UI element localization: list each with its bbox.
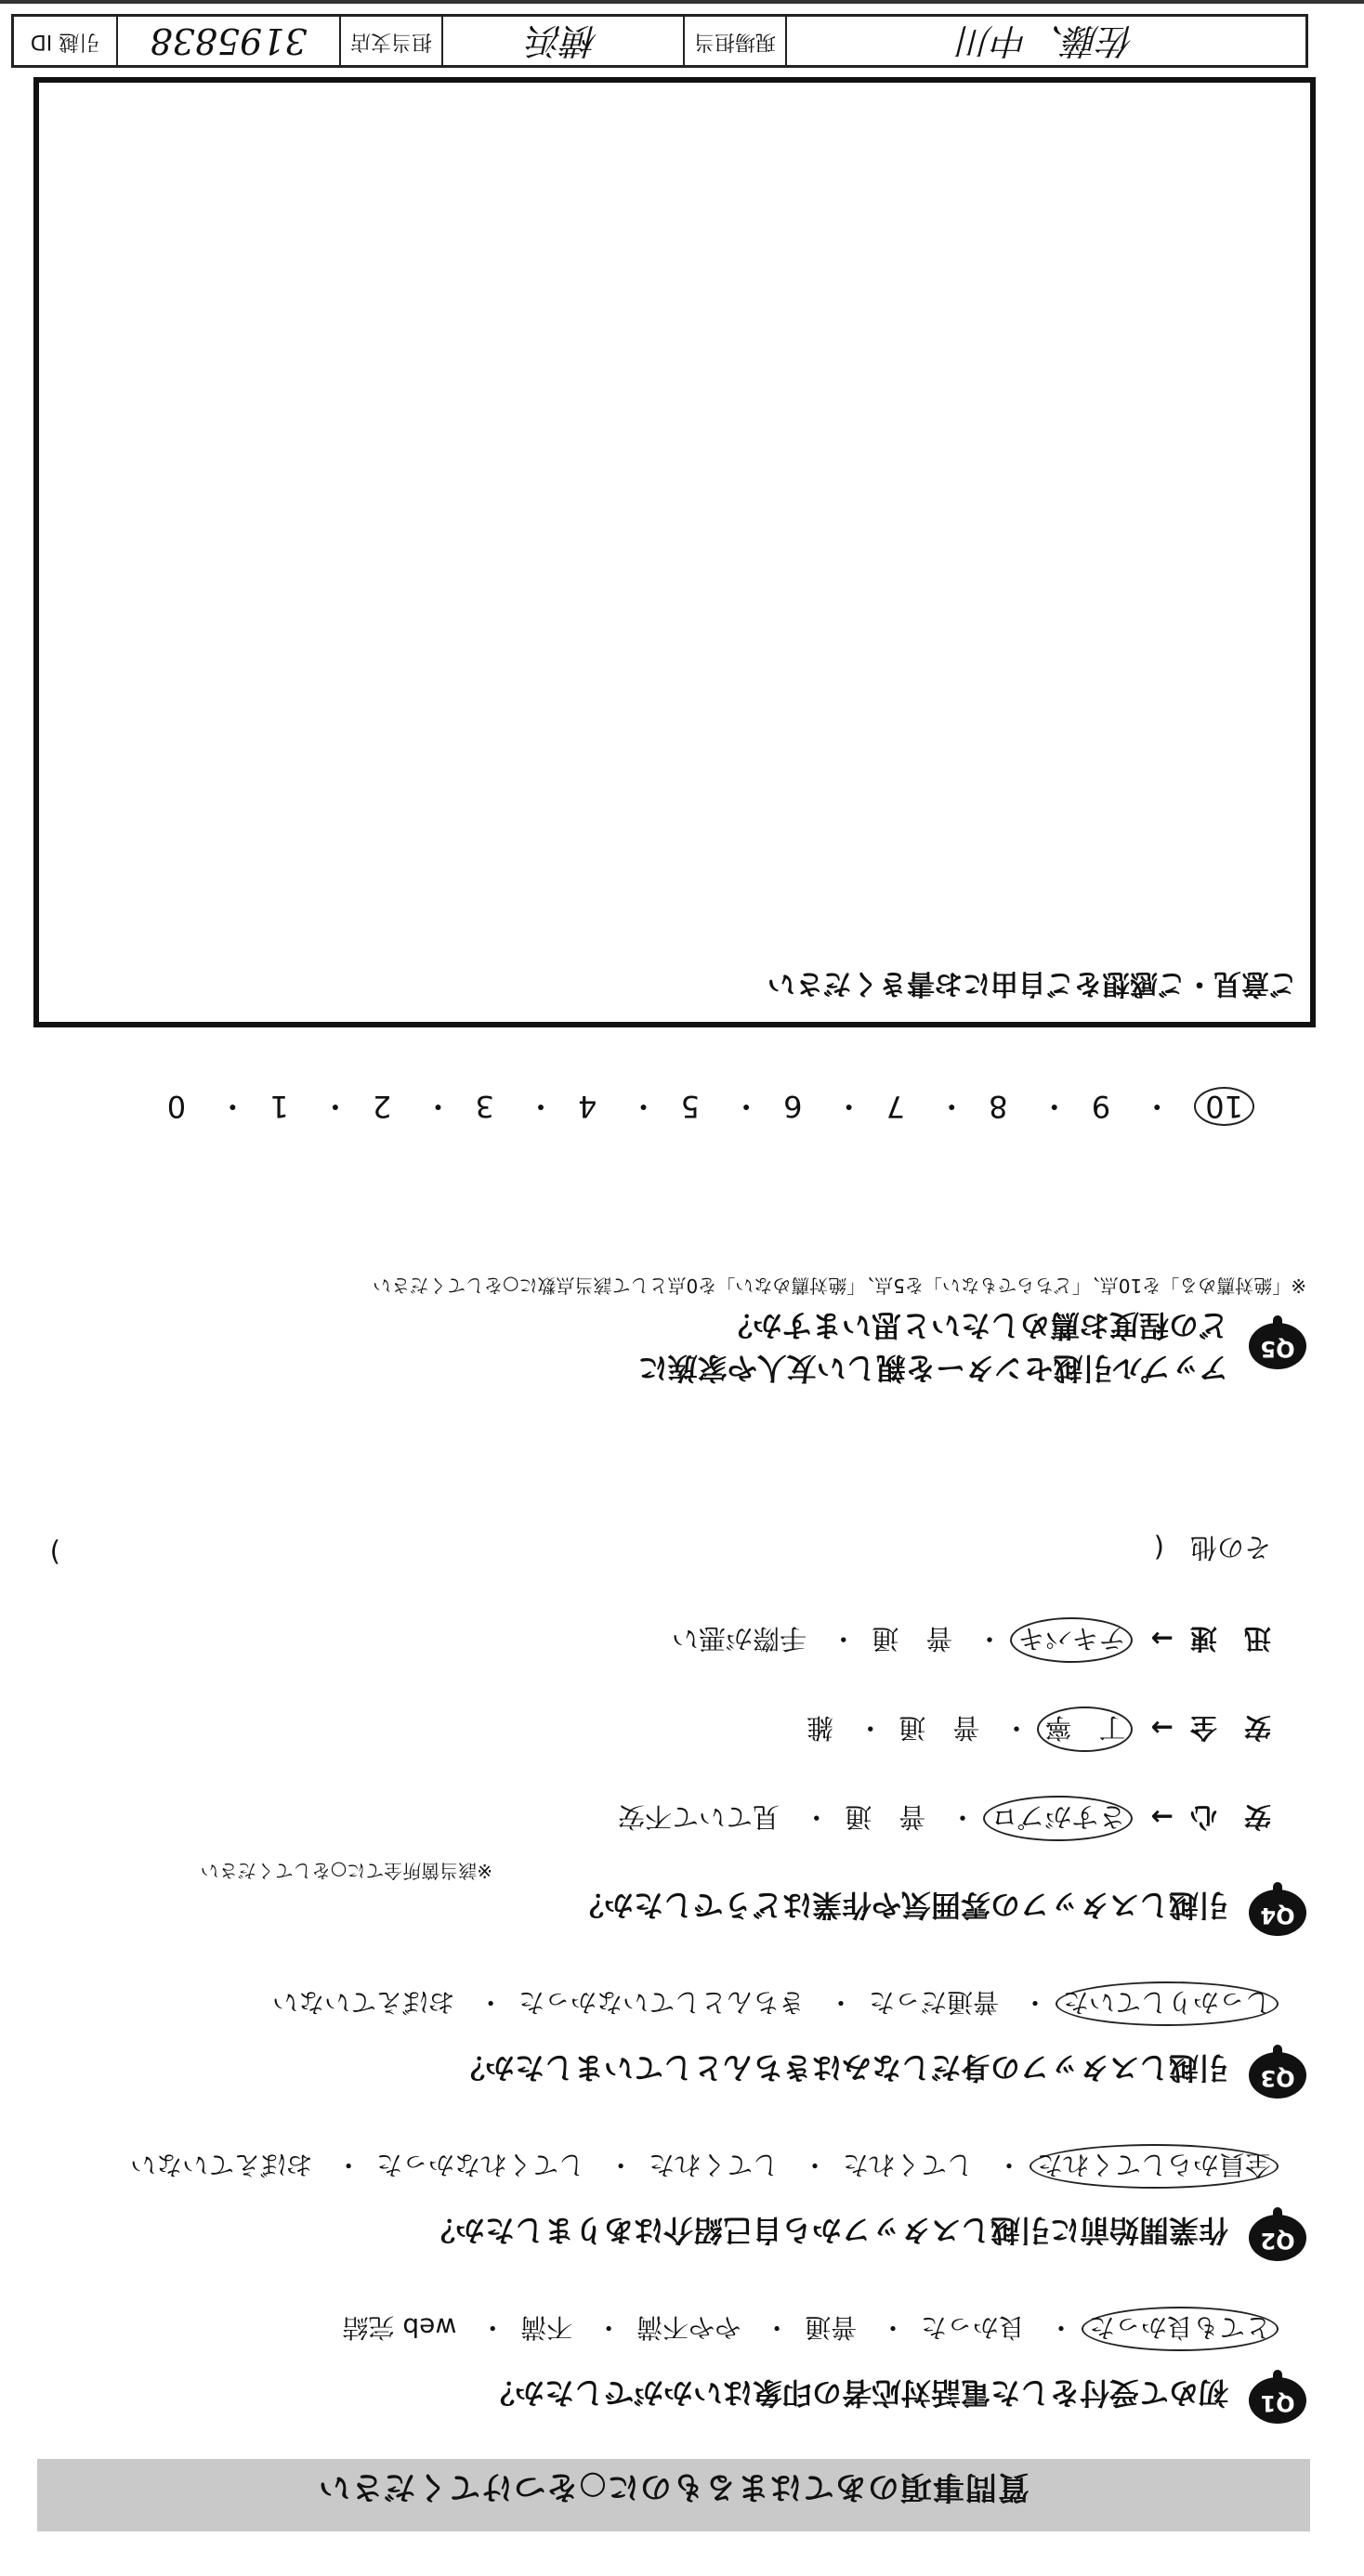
q1-option[interactable]: 不満 — [520, 2312, 573, 2343]
score-option[interactable]: 0 — [166, 1089, 187, 1124]
q2-option[interactable]: してくれた — [649, 2150, 780, 2180]
score-option[interactable]: 6 — [783, 1089, 803, 1124]
q4-row3-selected[interactable]: テキパキ — [1010, 1617, 1133, 1663]
q5-note: ※「絶対薦める」を10点、「どちらでもない」を5点、「絶対薦めない」を0点として該当点数に○をしてください — [373, 1275, 1306, 1297]
footer-table — [11, 14, 1308, 68]
q2-text: 作業開始前に引越しスタッフから自己紹介はありましたか？ — [425, 2213, 1228, 2248]
score-option[interactable]: 5 — [680, 1089, 700, 1124]
q4-row1-option[interactable]: 見ていて不安 — [617, 1801, 780, 1833]
q1-text: 初めて受付をした電話対応者の印象はいかがでしたか？ — [484, 2375, 1228, 2411]
q4-row2-option[interactable]: 雑 — [806, 1712, 833, 1744]
q4-row-safety: 安 全→ 丁 寧・ 普 通・ 雑 — [807, 1710, 1271, 1748]
q5-text-line2: どの程度お薦めしたいと思いますか？ — [722, 1308, 1228, 1343]
q1-option[interactable]: 良かった — [921, 2312, 1026, 2343]
leader-value: 佐藤、中川 — [785, 17, 1305, 65]
q4-row2-selected[interactable]: 丁 寧 — [1037, 1706, 1133, 1752]
q3-option-selected[interactable]: しっかりしていた — [1056, 1981, 1279, 2026]
score-option[interactable]: 7 — [885, 1089, 905, 1124]
score-option[interactable]: 4 — [578, 1089, 597, 1124]
q2-options: 全員からしてくれた・ してくれた・ してくれた・ してくれなかった・ おぼえていない — [130, 2148, 1271, 2185]
score-option[interactable]: 8 — [989, 1089, 1008, 1124]
q4-row3-option[interactable]: 普 通 — [872, 1623, 953, 1654]
comment-title: ご意見・ご感想をご自由にお書きください — [767, 967, 1297, 1000]
q4-row2-option[interactable]: 普 通 — [898, 1712, 980, 1744]
q3-text: 引越しスタッフの身だしなみはきちんとしていましたか？ — [454, 2050, 1228, 2086]
q4-row1-option[interactable]: 普 通 — [845, 1801, 926, 1833]
score-option[interactable]: 9 — [1091, 1089, 1111, 1124]
q1-options: とても良かった・ 良かった・ 普通・ やや不満・ 不満・ web 完結 — [343, 2310, 1272, 2347]
id-value: 3195838 — [116, 17, 339, 65]
q4-other-close: ) — [49, 1536, 60, 1568]
comment-box[interactable] — [33, 77, 1316, 1027]
q3-option[interactable]: おぼえていない — [272, 1987, 455, 2018]
score-option[interactable]: 1 — [269, 1089, 289, 1124]
q2-option-selected[interactable]: 全員からしてくれた — [1030, 2144, 1279, 2189]
q5-badge: Q5 — [1241, 1315, 1310, 1373]
branch-label: 担当支店 — [339, 17, 441, 65]
q4-text: 引越しスタッフの雰囲気や作業はどうでしたか？ — [573, 1888, 1228, 1923]
q1-option-selected[interactable]: とても良かった — [1082, 2307, 1279, 2351]
score-option[interactable]: 2 — [372, 1089, 392, 1124]
q2-option[interactable]: おぼえていない — [130, 2150, 313, 2180]
q3-option[interactable]: 普通だった — [869, 1987, 1000, 2018]
q3-option[interactable]: きちんとしていなかった — [518, 1987, 806, 2018]
q4-other: その他( — [1153, 1532, 1271, 1563]
id-label: 引越 ID — [30, 30, 100, 53]
q1-option[interactable]: やや不満 — [636, 2312, 741, 2343]
q2-option[interactable]: してくれた — [843, 2150, 974, 2180]
instruction-text: 質問事項のあてはまるものに○をつけてください — [318, 2468, 1030, 2505]
q4-row-speed: 迅 速→ テキパキ・ 普 通・ 手際が悪い — [672, 1621, 1271, 1659]
q5-text-line1: アップル引越センターを親しい友人や家族に — [637, 1351, 1228, 1386]
q2-option[interactable]: してくれなかった — [376, 2150, 585, 2180]
q3-badge: Q3 — [1241, 2045, 1310, 2102]
branch-value: 横浜 — [441, 17, 683, 65]
q4-badge: Q4 — [1241, 1882, 1310, 1940]
q1-badge: Q1 — [1241, 2370, 1310, 2427]
q1-option[interactable]: 普通 — [805, 2312, 858, 2343]
leader-label: 現場担当 — [683, 17, 785, 65]
q4-row1-selected[interactable]: さすがプロ — [983, 1796, 1133, 1841]
score-option[interactable]: 3 — [475, 1089, 494, 1124]
q1-option[interactable]: web 完結 — [342, 2312, 457, 2343]
q3-options: しっかりしていた・ 普通だった・ きちんとしていなかった・ おぼえていない — [272, 1985, 1271, 2022]
q4-row-reassurance: 安 心→ さすがプロ・ 普 通・ 見ていて不安 — [618, 1799, 1271, 1837]
score-selected[interactable]: 10 — [1194, 1087, 1254, 1126]
q2-badge: Q2 — [1241, 2207, 1310, 2265]
q4-note: ※該当箇所全てに○をしてください — [200, 1860, 492, 1882]
instruction-banner — [37, 2459, 1310, 2531]
q5-score-scale: 10・ 9・ 8・ 7・ 6・ 5・ 4・ 3・ 2・ 1・ 0 — [37, 1087, 1254, 1130]
q4-row3-option[interactable]: 手際が悪い — [671, 1623, 807, 1654]
